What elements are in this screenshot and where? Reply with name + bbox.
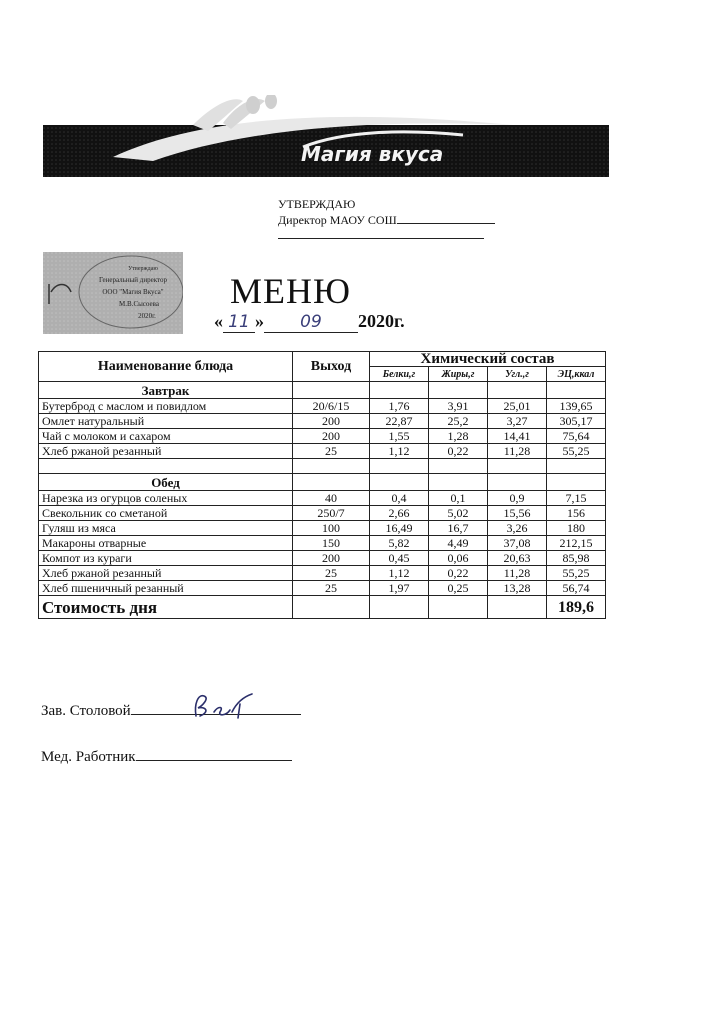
dish-output: 150	[293, 536, 370, 551]
menu-row	[39, 536, 606, 551]
dish-fat: 0,06	[429, 551, 488, 566]
section-label: Завтрак	[39, 382, 293, 399]
menu-row	[39, 551, 606, 566]
company-logo	[43, 95, 609, 177]
dish-energy: 139,65	[547, 399, 606, 414]
dish-fat: 4,49	[429, 536, 488, 551]
dish-energy: 156	[547, 506, 606, 521]
medic-signature-line	[136, 746, 292, 761]
dish-protein: 0,45	[370, 551, 429, 566]
page-title: МЕНЮ	[230, 271, 351, 311]
total-value: 189,6	[547, 596, 606, 619]
col-energy-header: ЭЦ,ккал	[547, 367, 606, 382]
menu-date	[214, 311, 405, 333]
dish-output: 200	[293, 414, 370, 429]
lunch-rows	[39, 491, 606, 596]
col-name-header: Наименование блюда	[39, 352, 293, 382]
section-label: Обед	[39, 474, 293, 491]
stamp-line-4: М.В.Сысоева	[119, 300, 159, 308]
dish-energy: 75,64	[547, 429, 606, 444]
medic-label: Мед. Работник	[41, 749, 136, 765]
dish-protein: 1,12	[370, 444, 429, 459]
dish-energy: 56,74	[547, 581, 606, 596]
spacer-row	[39, 459, 606, 474]
dish-name: Бутерброд с маслом и повидлом	[39, 399, 293, 414]
dish-protein: 1,76	[370, 399, 429, 414]
dish-name: Свекольник со сметаной	[39, 506, 293, 521]
dish-name: Хлеб пшеничный резанный	[39, 581, 293, 596]
dish-fat: 16,7	[429, 521, 488, 536]
dish-carbs: 0,9	[488, 491, 547, 506]
dish-name: Омлет натуральный	[39, 414, 293, 429]
menu-row	[39, 491, 606, 506]
stamp-line-2: Генеральный директор	[99, 276, 167, 284]
dish-carbs: 20,63	[488, 551, 547, 566]
col-fat-header: Жиры,г	[429, 367, 488, 382]
menu-row	[39, 581, 606, 596]
menu-row	[39, 444, 606, 459]
dish-output: 20/6/15	[293, 399, 370, 414]
dish-energy: 7,15	[547, 491, 606, 506]
dish-carbs: 11,28	[488, 444, 547, 459]
menu-row	[39, 566, 606, 581]
dish-output: 100	[293, 521, 370, 536]
dish-protein: 22,87	[370, 414, 429, 429]
date-year: 2020г.	[358, 311, 405, 331]
handwritten-signature	[188, 690, 258, 722]
col-output-header: Выход	[293, 352, 370, 382]
dish-protein: 2,66	[370, 506, 429, 521]
dish-name: Хлеб ржаной резанный	[39, 566, 293, 581]
date-month: 09	[264, 312, 358, 333]
col-chem-header: Химический состав	[370, 352, 606, 367]
dish-name: Компот из кураги	[39, 551, 293, 566]
dish-name: Гуляш из мяса	[39, 521, 293, 536]
menu-row	[39, 429, 606, 444]
dish-carbs: 25,01	[488, 399, 547, 414]
section-breakfast	[39, 382, 606, 399]
dish-fat: 5,02	[429, 506, 488, 521]
dish-fat: 0,22	[429, 444, 488, 459]
dish-fat: 1,28	[429, 429, 488, 444]
dish-protein: 5,82	[370, 536, 429, 551]
menu-row	[39, 521, 606, 536]
date-close-quote: »	[255, 311, 264, 331]
dish-protein: 0,4	[370, 491, 429, 506]
menu-row	[39, 414, 606, 429]
menu-row	[39, 506, 606, 521]
stamp-line-5: 2020г.	[138, 312, 156, 320]
dish-output: 25	[293, 444, 370, 459]
dish-carbs: 15,56	[488, 506, 547, 521]
dish-protein: 1,55	[370, 429, 429, 444]
approval-signature-line	[397, 212, 495, 224]
dish-fat: 0,22	[429, 566, 488, 581]
dish-energy: 85,98	[547, 551, 606, 566]
section-lunch	[39, 474, 606, 491]
dish-carbs: 13,28	[488, 581, 547, 596]
approval-stamp	[43, 252, 183, 334]
dish-name: Нарезка из огурцов соленых	[39, 491, 293, 506]
total-label: Стоимость дня	[39, 596, 293, 619]
breakfast-rows	[39, 399, 606, 459]
canteen-signature	[41, 700, 301, 720]
dish-fat: 0,25	[429, 581, 488, 596]
canteen-label: Зав. Столовой	[41, 703, 131, 719]
dish-energy: 212,15	[547, 536, 606, 551]
dish-fat: 3,91	[429, 399, 488, 414]
dish-output: 200	[293, 429, 370, 444]
approval-extra-line	[278, 230, 484, 239]
dish-output: 40	[293, 491, 370, 506]
dish-fat: 25,2	[429, 414, 488, 429]
dish-carbs: 3,26	[488, 521, 547, 536]
menu-row	[39, 399, 606, 414]
dish-name: Чай с молоком и сахаром	[39, 429, 293, 444]
approval-director	[278, 212, 495, 228]
dish-energy: 55,25	[547, 444, 606, 459]
dish-output: 250/7	[293, 506, 370, 521]
menu-table	[38, 351, 606, 619]
dish-protein: 1,97	[370, 581, 429, 596]
dish-protein: 16,49	[370, 521, 429, 536]
approval-block	[278, 196, 495, 239]
total-row	[39, 596, 606, 619]
dish-carbs: 14,41	[488, 429, 547, 444]
col-carbs-header: Угл.,г	[488, 367, 547, 382]
dish-name: Макароны отварные	[39, 536, 293, 551]
stamp-line-3: ООО "Магия Вкуса"	[102, 288, 164, 296]
dish-carbs: 11,28	[488, 566, 547, 581]
dish-fat: 0,1	[429, 491, 488, 506]
dish-output: 25	[293, 566, 370, 581]
dish-energy: 305,17	[547, 414, 606, 429]
dish-energy: 55,25	[547, 566, 606, 581]
approval-director-label: Директор МАОУ СОШ	[278, 213, 397, 227]
logo-text: Магия вкуса	[301, 142, 444, 166]
dish-name: Хлеб ржаной резанный	[39, 444, 293, 459]
dish-carbs: 3,27	[488, 414, 547, 429]
approval-title: УТВЕРЖДАЮ	[278, 197, 356, 211]
stamp-line-1: Утверждаю	[128, 266, 158, 272]
dish-protein: 1,12	[370, 566, 429, 581]
dish-output: 200	[293, 551, 370, 566]
dish-carbs: 37,08	[488, 536, 547, 551]
date-day: 11	[223, 312, 255, 333]
dish-energy: 180	[547, 521, 606, 536]
col-protein-header: Белки,г	[370, 367, 429, 382]
date-open-quote: «	[214, 311, 223, 331]
dish-output: 25	[293, 581, 370, 596]
medic-signature	[41, 746, 292, 766]
